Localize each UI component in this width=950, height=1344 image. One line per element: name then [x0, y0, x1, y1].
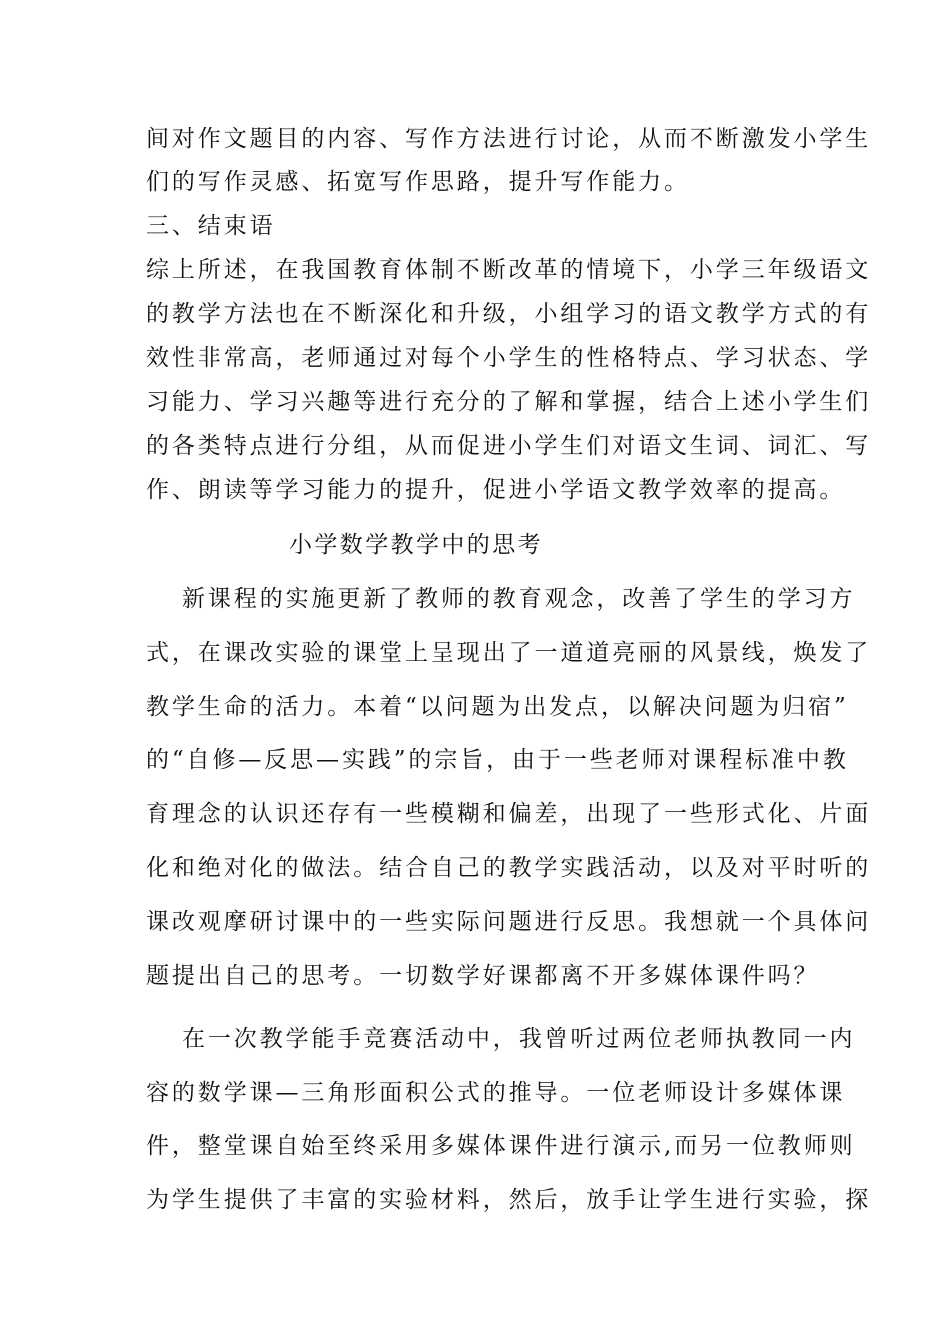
text-line: 的各类特点进行分组，从而促进小学生们对语文生词、词汇、写 — [146, 433, 872, 459]
text-line: 新课程的实施更新了教师的教育观念，改善了学生的学习方 — [182, 586, 856, 612]
text-line: 间对作文题目的内容、写作方法进行讨论，从而不断激发小学生 — [146, 126, 872, 152]
article-title: 小学数学教学中的思考 — [289, 532, 543, 558]
section-heading: 三、结束语 — [146, 213, 276, 239]
text-line: 综上所述，在我国教育体制不断改革的情境下，小学三年级语文 — [146, 257, 872, 283]
text-line: 作、朗读等学习能力的提升，促进小学语文教学效率的提高。 — [146, 477, 846, 503]
text-line: 教学生命的活力。本着“以问题为出发点，以解决问题为归宿” — [146, 694, 849, 720]
text-line: 容的数学课—三角形面积公式的推导。一位老师设计多媒体课 — [146, 1080, 846, 1106]
text-line: 课改观摩研讨课中的一些实际问题进行反思。我想就一个具体问 — [146, 909, 872, 935]
text-line: 效性非常高，老师通过对每个小学生的性格特点、学习状态、学 — [146, 345, 872, 371]
text-line: 为学生提供了丰富的实验材料，然后，放手让学生进行实验，探 — [146, 1187, 872, 1213]
text-line: 在一次教学能手竞赛活动中，我曾听过两位老师执教同一内 — [182, 1026, 856, 1052]
text-line: 习能力、学习兴趣等进行充分的了解和掌握，结合上述小学生们 — [146, 389, 872, 415]
text-line: 育理念的认识还存有一些模糊和偏差，出现了一些形式化、片面 — [146, 801, 872, 827]
text-line: 们的写作灵感、拓宽写作思路，提升写作能力。 — [146, 169, 690, 195]
text-line: 件，整堂课自始至终采用多媒体课件进行演示,而另一位教师则 — [146, 1133, 856, 1159]
text-line: 的“自修—反思—实践”的宗旨，由于一些老师对课程标准中教 — [146, 747, 849, 773]
text-line: 式，在课改实验的课堂上呈现出了一道道亮丽的风景线，焕发了 — [146, 640, 872, 666]
text-line: 的教学方法也在不断深化和升级，小组学习的语文教学方式的有 — [146, 301, 872, 327]
text-line: 题提出自己的思考。一切数学好课都离不开多媒体课件吗？ — [146, 963, 820, 989]
text-line: 化和绝对化的做法。结合自己的教学实践活动，以及对平时听的 — [146, 855, 872, 881]
